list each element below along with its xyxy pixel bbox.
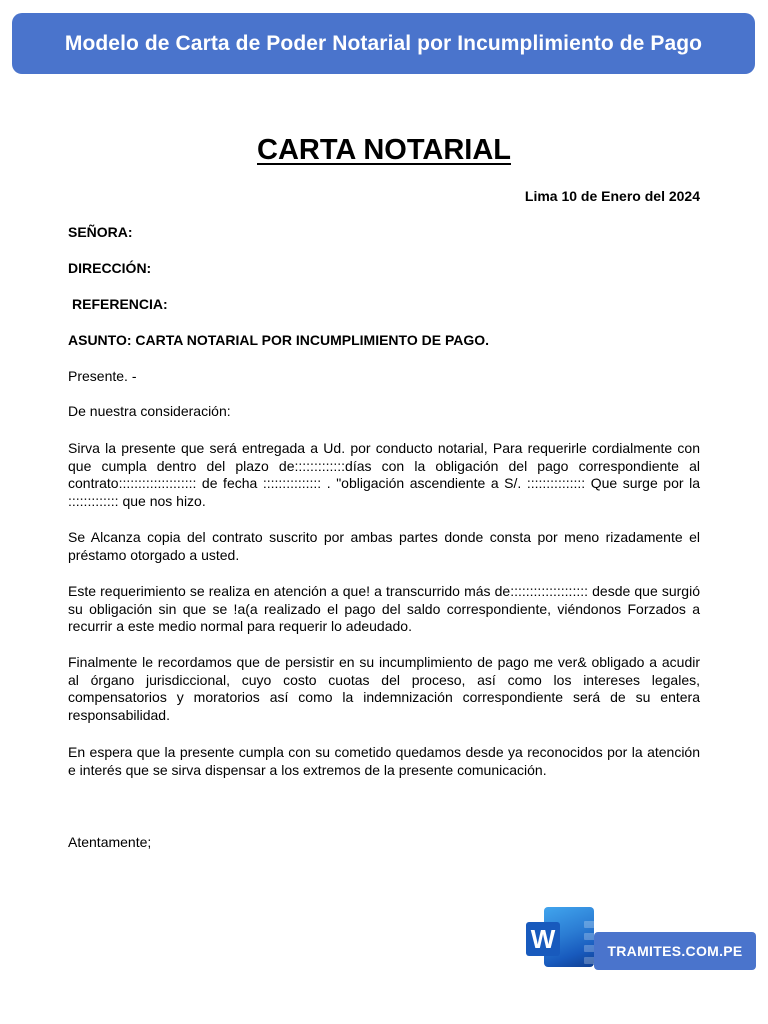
body-paragraph: Se Alcanza copia del contrato suscrito por ambas partes donde consta por meno rizadamente el préstamo otorgado a usted. <box>68 529 700 563</box>
closing-text: Atentamente; <box>68 834 152 850</box>
site-link-button[interactable]: TRAMITES.COM.PE <box>594 932 756 970</box>
field-referencia: REFERENCIA: <box>72 296 168 312</box>
word-icon: W <box>526 922 560 956</box>
body-paragraph: Este requerimiento se realiza en atención a que! a transcurrido más de:::::::::::::::::::: desde que surgió su obligación sin que se !a(a realizado el pago del saldo correspondiente, viéndonos Forzados a recurrir a este medio normal para requerir lo adeudado. <box>68 583 700 634</box>
field-senora: SEÑORA: <box>68 224 133 240</box>
word-download-badge[interactable] <box>524 905 756 970</box>
body-paragraph: En espera que la presente cumpla con su cometido quedamos desde ya reconocidos por la atención e interés que se sirva dispensar a los extremos de la presente comunicación. <box>68 744 700 778</box>
salutation-presente: Presente. - <box>68 368 137 384</box>
document-date: Lima 10 de Enero del 2024 <box>524 188 700 204</box>
salutation-consideracion: De nuestra consideración: <box>68 403 231 419</box>
document-title: CARTA NOTARIAL <box>257 134 511 166</box>
body-paragraph: Sirva la presente que será entregada a Ud. por conducto notarial, Para requerirle cordialmente con que cumpla dentro del plazo de:::::::::::::días con la obligación del pago correspondiente al contrato:::::::::::::::::::: de fecha ::::::::::::::: . "obligación ascendiente a S/. ::::::::::::::: Que surge por la ::::::::::::: que nos hizo. <box>68 440 700 509</box>
header-banner <box>12 13 755 74</box>
field-asunto: ASUNTO: CARTA NOTARIAL POR INCUMPLIMIENTO DE PAGO. <box>68 332 490 348</box>
body-paragraph: Finalmente le recordamos que de persistir en su incumplimiento de pago me ver& obligado a acudir al órgano jurisdiccional, cuyo costo cuotas del proceso, así como los intereses legales, compensatorios y moratorios así como la indemnización correspondiente será de su entera responsabilidad. <box>68 654 700 723</box>
field-direccion: DIRECCIÓN: <box>68 260 152 276</box>
banner-title: Modelo de Carta de Poder Notarial por Incumplimiento de Pago <box>64 31 703 55</box>
